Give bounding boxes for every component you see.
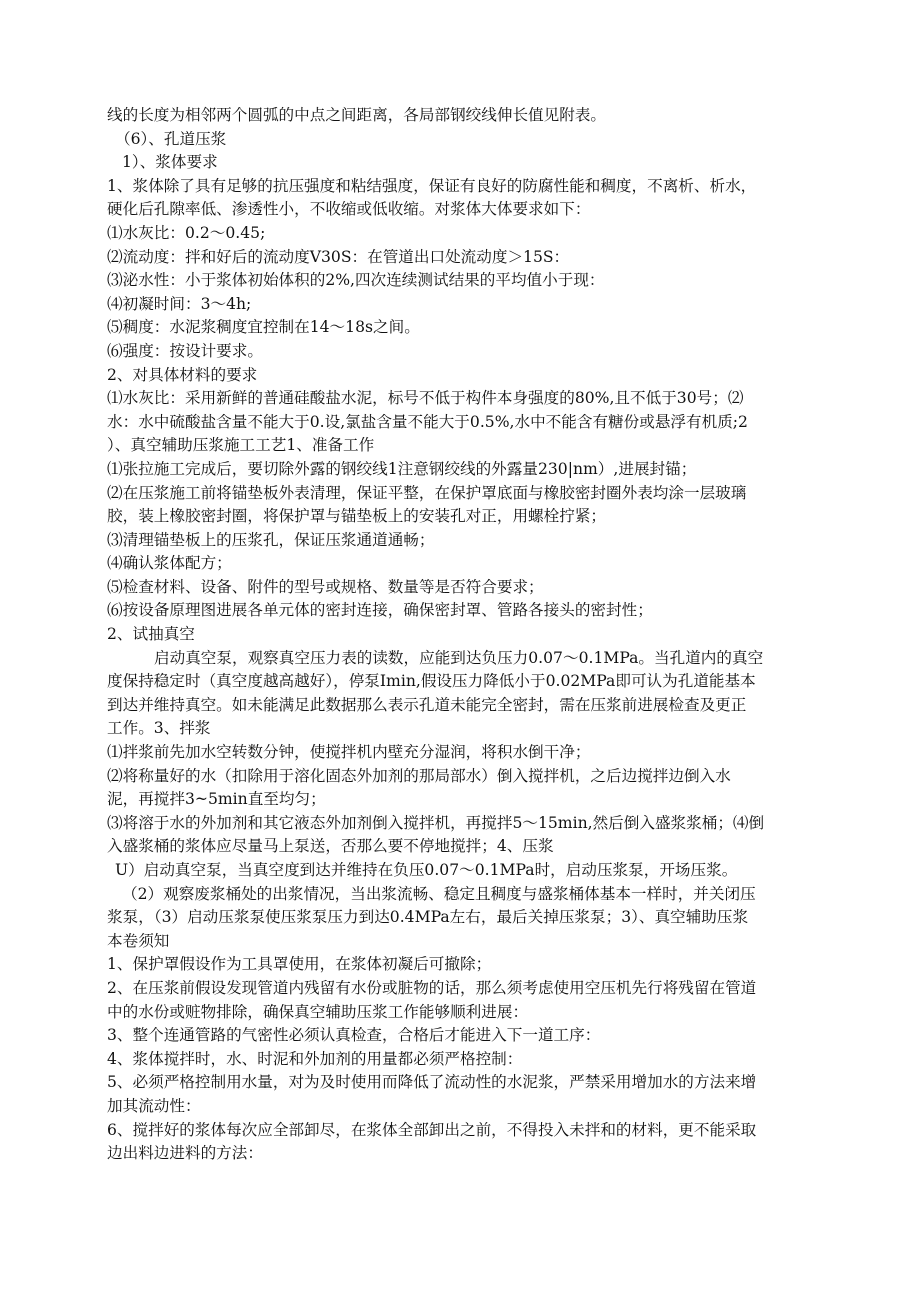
document-body	[107, 104, 807, 1166]
list-item: ⑷初凝时间：3～4h;	[107, 294, 252, 313]
list-item: 5、必须严格控制用水量，对为及时使用而降低了流动性的水泥浆，严禁采用增加水的方法来增	[107, 1073, 757, 1092]
text-line: 边出料边进料的方法：	[107, 1144, 263, 1163]
list-item: ⑴拌浆前先加水空转数分钟，使搅拌机内壁充分湿润，将积水倒干净；	[107, 743, 591, 762]
list-item: （2）观察废浆桶处的出浆情况，当出浆流畅、稳定且稠度与盛浆桶体基本一样时，并关闭压	[122, 884, 756, 903]
list-item: ⑴水灰比：采用新鲜的普通硅酸盐水泥，标号不低于构件本身强度的80%,且不低于30号；⑵	[107, 389, 744, 408]
list-item: ⑹强度：按设计要求。	[107, 341, 263, 360]
subsection-heading: 1）、浆体要求	[122, 153, 218, 172]
list-item: 1、保护罩假设作为工具罩使用，在浆体初凝后可撤除；	[107, 955, 492, 974]
text-line: 胶，装上橡胶密封圈，将保护罩与锚垫板上的安装孔对正，用螺栓拧紧；	[107, 507, 607, 526]
list-item: 2、在压浆前假设发现管道内残留有水份或脏物的话，那么须考虑使用空压机先行将残留在管道	[107, 978, 757, 997]
text-line: 水：水中硫酸盐含量不能大于0.设,氯盐含量不能大于0.5%,水中不能含有糖份或悬浮有机质;2	[107, 412, 748, 431]
text-line: 中的水份或赃物排除，确保真空辅助压浆工作能够顺利进展：	[107, 1002, 529, 1021]
list-item: ⑸稠度：水泥浆稠度宜控制在14～18s之间。	[107, 318, 420, 337]
list-item: 4、浆体搅拌时，水、时泥和外加剂的用量都必须严格控制：	[107, 1049, 523, 1068]
list-item: ⑵将称量好的水（扣除用于溶化固态外加剂的那局部水）倒入搅拌机，之后边搅拌边倒入水	[107, 766, 731, 785]
list-item: 6、搅拌好的浆体每次应全部卸尽，在浆体全部卸出之前，不得投入未拌和的材料，更不能采取	[107, 1120, 757, 1139]
section-heading: 2、对具体材料的要求	[107, 365, 258, 384]
list-item: ⑵在压浆施工前将锚垫板外表清理，保证平整，在保护罩底面与橡胶密封圈外表均涂一层玻璃	[107, 483, 747, 502]
text-line: 浆泵，（3）启动压浆泵使压浆泵压力到达0.4MPa左右，最后关掉压浆泵；3）、真空辅助压浆	[107, 908, 749, 927]
text-line: 硬化后孔隙率低、渗透性小，不收缩或低收缩。对浆体大体要求如下：	[107, 200, 591, 219]
list-item: ⑶清理锚垫板上的压浆孔，保证压浆通道通畅；	[107, 530, 435, 549]
text-line: 1、浆体除了具有足够的抗压强度和粘结强度，保证有良好的防腐性能和稠度，不离析、析水，	[107, 176, 757, 195]
list-item: 3、整个连通管路的气密性必须认真检查，合格后才能进入下一道工序：	[107, 1026, 601, 1045]
list-item: ⑸检查材料、设备、附件的型号或规格、数量等是否符合要求；	[107, 577, 544, 596]
list-item: U）启动真空泵，当真空度到达并维持在负压0.07～0.1MPa时，启动压浆泵，开场压浆。	[115, 861, 738, 879]
list-item: ⑶将溶于水的外加剂和其它液态外加剂倒入搅拌机，再搅拌5～15min,然后倒入盛浆浆桶；⑷倒	[107, 813, 765, 832]
paragraph-line: 启动真空泵，观察真空压力表的读数，应能到达负压力0.07～0.1MPa。当孔道内的真空	[154, 648, 764, 667]
text-line: 线的长度为相邻两个圆弧的中点之间距离，各局部钢绞线伸长值见附表。	[107, 106, 607, 124]
paragraph-line: 到达并维持真空。如未能满足此数据那么表示孔道未能完全密封，需在压浆前进展检查及更正	[107, 695, 747, 714]
text-line: 加其流动性：	[107, 1096, 201, 1115]
list-item: ⑴张拉施工完成后，要切除外露的钢绞线1注意钢绞线的外露量230|nm）,进展封锚；	[107, 459, 697, 478]
text-line: 泥，再搅拌3~5min直至均匀；	[107, 790, 326, 809]
section-heading: （6）、孔道压浆	[115, 129, 227, 148]
list-item: ⑴水灰比：0.2～0.45;	[107, 223, 266, 242]
section-heading: 本卷须知	[107, 931, 170, 950]
list-item: ⑶泌水性：小于浆体初始体积的2%,四次连续测试结果的平均值小于现：	[107, 271, 605, 290]
paragraph-line: 工作。3、拌浆	[107, 719, 211, 738]
list-item: ⑵流动度：拌和好后的流动度V30S：在管道出口处流动度＞15S：	[107, 247, 570, 266]
list-item: ⑷确认浆体配方；	[107, 554, 232, 573]
section-heading: 2、试抽真空	[107, 625, 195, 644]
text-line: 入盛浆桶的浆体应尽量马上泵送，否那么要不停地搅拌；4、压浆	[107, 837, 554, 856]
list-item: ⑹按设备原理图进展各单元体的密封连接，确保密封罩、管路各接头的密封性；	[107, 601, 653, 620]
paragraph-line: 度保持稳定时（真空度越高越好），停泵Imin,假设压力降低小于0.02MPa即可认为孔道能基本	[107, 672, 756, 691]
text-line: ）、真空辅助压浆施工工艺1、准备工作	[107, 436, 375, 455]
